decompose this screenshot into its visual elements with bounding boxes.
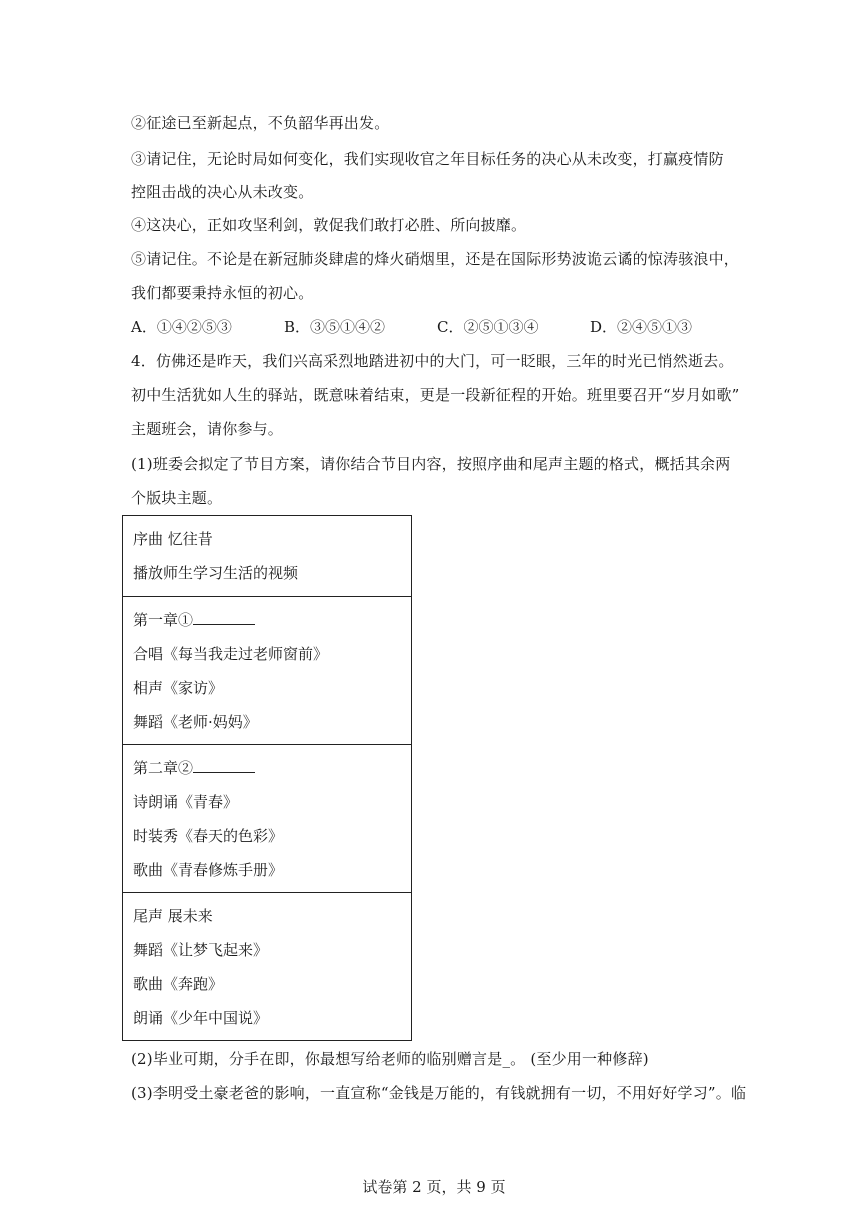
question-4-line-1: 4．仿佛还是昨天，我们兴高采烈地踏进初中的大门，可一眨眼，三年的时光已悄然逝去。: [131, 352, 734, 370]
program-section-chapter-1: [123, 596, 411, 744]
section-title: 尾声 展未来: [133, 907, 213, 925]
sentence-5-line-2: 我们都要秉持永恒的初心。: [131, 284, 314, 302]
program-item: 舞蹈《老师·妈妈》: [133, 713, 258, 731]
answer-blank-2[interactable]: [193, 756, 255, 773]
question-4-line-2: 初中生活犹如人生的驿站，既意味着结束，更是一段新征程的开始。班里要召开“岁月如歌”: [131, 386, 740, 404]
sub-question-3-line-1: (3)李明受土豪老爸的影响，一直宣称“金钱是万能的，有钱就拥有一切，不用好好学习”。临: [131, 1084, 747, 1102]
sentence-3-line-1: ③请记住，无论时局如何变化，我们实现收官之年目标任务的决心从未改变，打赢疫情防: [131, 150, 724, 168]
page-footer: 试卷第 2 页，共 9 页: [362, 1178, 506, 1196]
sentence-4: ④这决心，正如攻坚利剑，敦促我们敢打必胜、所向披靡。: [131, 216, 527, 234]
program-table: [122, 515, 412, 1041]
answer-options: [131, 317, 692, 337]
program-section-prelude: [123, 516, 411, 596]
program-item: 合唱《每当我走过老师窗前》: [133, 645, 329, 663]
program-section-chapter-2: [123, 744, 411, 892]
program-item: 诗朗诵《青春》: [133, 793, 239, 811]
sub-question-1-line-1: (1)班委会拟定了节目方案，请你结合节目内容，按照序曲和尾声主题的格式，概括其余两: [131, 455, 731, 473]
option-a[interactable]: A．①④②⑤③: [131, 318, 232, 336]
sentence-2: ②征途已至新起点，不负韶华再出发。: [131, 114, 390, 132]
program-item: 播放师生学习生活的视频: [133, 564, 299, 582]
program-section-epilogue: [123, 892, 411, 1040]
program-item: 相声《家访》: [133, 679, 224, 697]
sub-question-2: (2)毕业可期，分手在即，你最想写给老师的临别赠言是_。 (至少用一种修辞): [131, 1050, 649, 1068]
question-4-line-3: 主题班会，请你参与。: [131, 420, 284, 438]
section-title: 第一章①: [133, 611, 194, 629]
option-d[interactable]: D．②④⑤①③: [590, 318, 693, 336]
program-item: 舞蹈《让梦飞起来》: [133, 941, 269, 959]
answer-blank-1[interactable]: [193, 608, 255, 625]
sentence-3-line-2: 控阻击战的决心从未改变。: [131, 183, 314, 201]
sentence-5-line-1: ⑤请记住。不论是在新冠肺炎肆虐的烽火硝烟里，还是在国际形势波诡云谲的惊涛骇浪中，: [131, 250, 740, 268]
program-item: 朗诵《少年中国说》: [133, 1009, 269, 1027]
program-item: 时装秀《春天的色彩》: [133, 827, 284, 845]
program-item: 歌曲《奔跑》: [133, 975, 224, 993]
sub-question-1-line-2: 个版块主题。: [131, 489, 223, 507]
program-item: 歌曲《青春修炼手册》: [133, 861, 284, 879]
section-title: 序曲 忆往昔: [133, 530, 213, 548]
option-b[interactable]: B．③⑤①④②: [284, 318, 386, 336]
option-c[interactable]: C．②⑤①③④: [437, 318, 539, 336]
section-title: 第二章②: [133, 759, 194, 777]
